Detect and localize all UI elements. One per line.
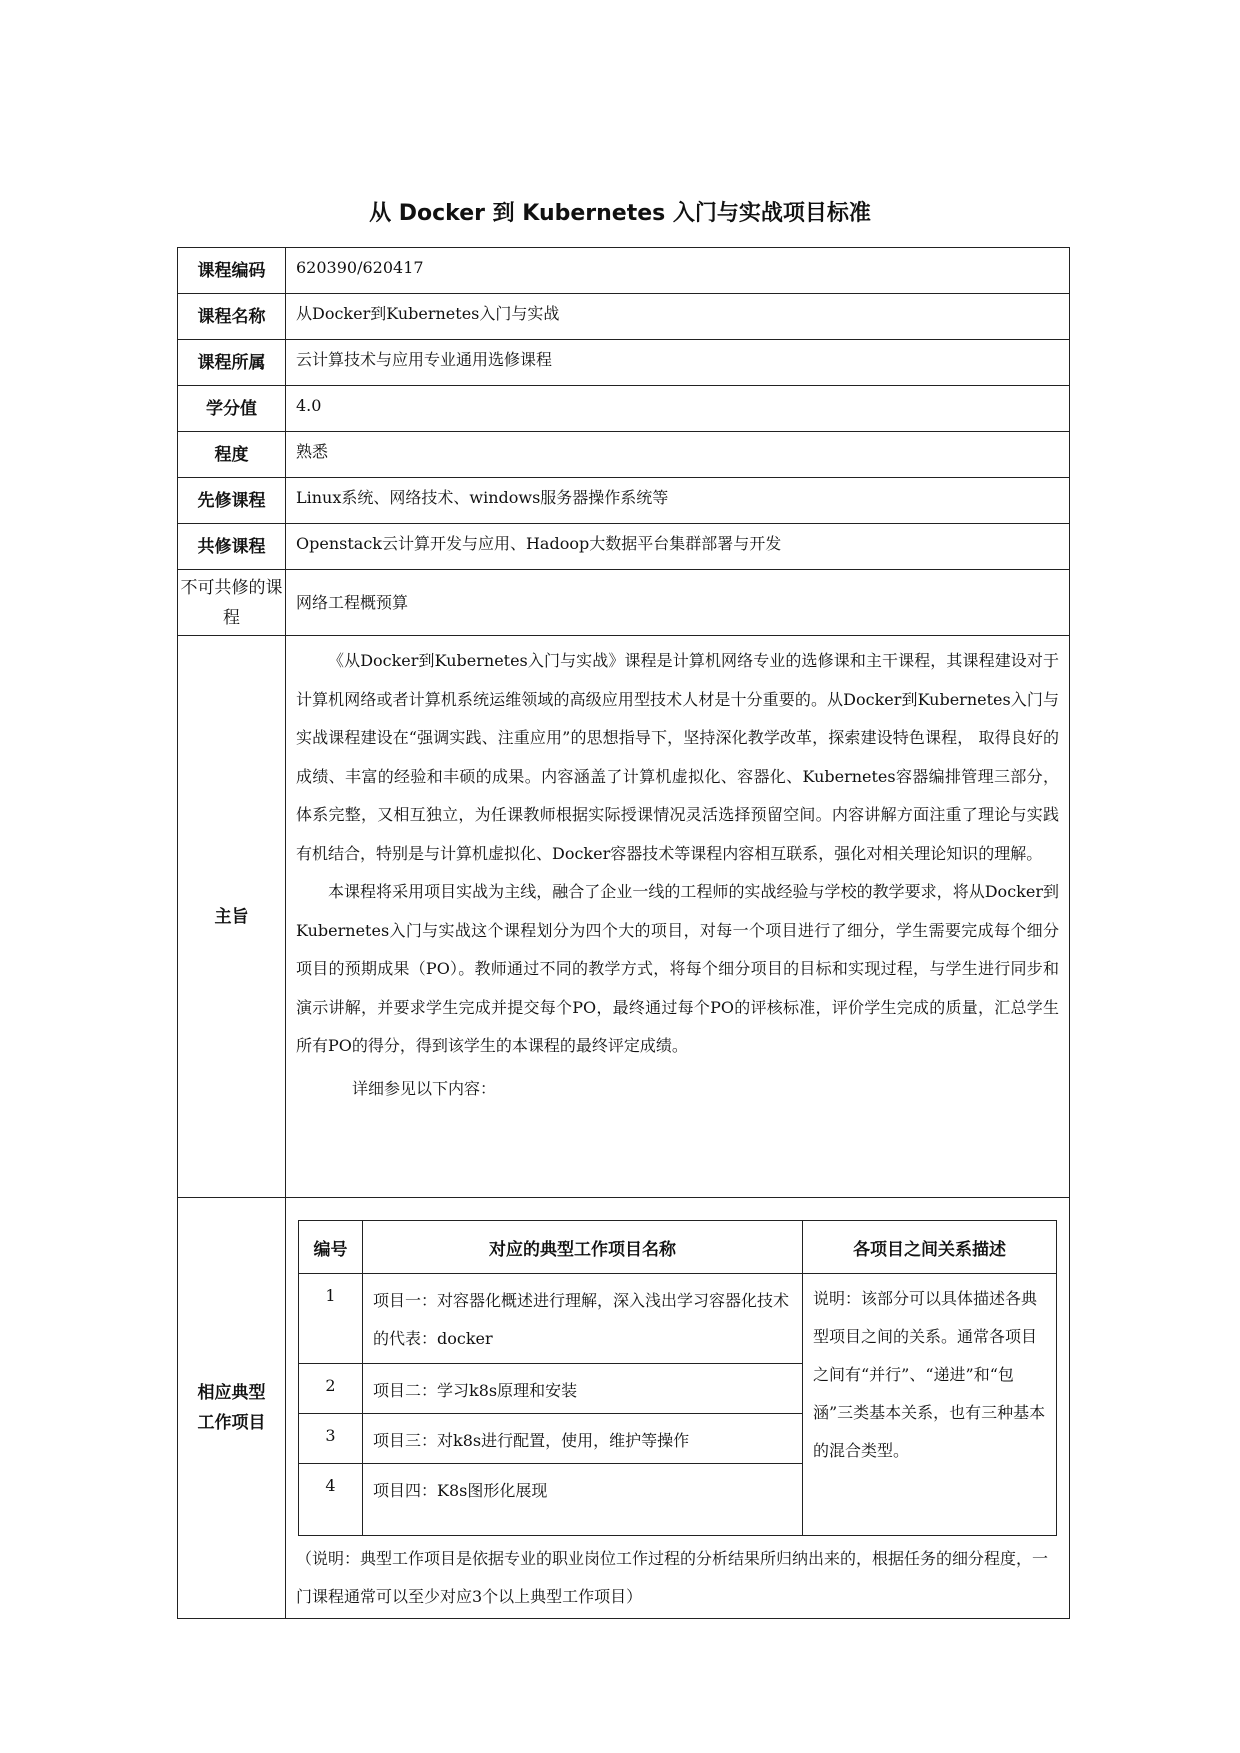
projects-note: （说明：典型工作项目是依据专业的职业岗位工作过程的分析结果所归纳出来的，根据任务的细分程度，一门课程通常可以至少对应3个以上典型工作项目） <box>296 1549 1049 1606</box>
header-name: 对应的典型工作项目名称 <box>363 1221 803 1274</box>
header-desc: 各项目之间关系描述 <box>803 1221 1057 1274</box>
label-prerequisites: 先修课程 <box>178 478 286 524</box>
row-purpose <box>178 636 1070 1198</box>
label-projects-text: 相应典型工作项目 <box>197 1383 266 1433</box>
row-course-affiliation <box>178 340 1070 386</box>
row-level <box>178 432 1070 478</box>
purpose-detail-note: 详细参见以下内容： <box>352 1078 497 1098</box>
value-corequisites: Openstack云计算开发与应用、Hadoop大数据平台集群部署与开发 <box>286 524 1070 570</box>
label-corequisites: 共修课程 <box>178 524 286 570</box>
row-prerequisites <box>178 478 1070 524</box>
projects-relationship-desc: 说明：该部分可以具体描述各典型项目之间的关系。通常各项目之间有“并行”、“递进”和“包涵”三类基本关系，也有三种基本的混合类型。 <box>803 1274 1057 1536</box>
label-course-affiliation: 课程所属 <box>178 340 286 386</box>
projects-header-row <box>299 1221 1057 1274</box>
row-course-name <box>178 294 1070 340</box>
label-projects <box>178 1198 286 1619</box>
purpose-paragraph-1: 《从Docker到Kubernetes入门与实战》课程是计算机网络专业的选修课和主干课程，其课程建设对于计算机网络或者计算机系统运维领域的高级应用型技术人材是十分重要的。从Docker到Kubernetes入门与实战课程建设在“强调实践、注重应用”的思想指导下，坚持深化教学改革，探索建设特色课程， 取得良好的成绩、丰富的经验和丰硕的成果。内容涵盖了计算机虚拟化、容器化、Kubernetes容器编排管理三部分，体系完整，又相互独立，为任课教师根据实际授课情况灵活选择预留空间。内容讲解方面注重了理论与实践有机结合，特别是与计算机虚拟化、Docker容器技术等课程内容相互联系，强化对相关理论知识的理解。 <box>296 651 1059 863</box>
value-course-affiliation: 云计算技术与应用专业通用选修课程 <box>286 340 1070 386</box>
project-no: 4 <box>299 1464 363 1536</box>
row-corequisites <box>178 524 1070 570</box>
label-level: 程度 <box>178 432 286 478</box>
projects-content <box>286 1198 1070 1619</box>
purpose-content <box>286 636 1070 1198</box>
project-no: 1 <box>299 1274 363 1364</box>
projects-table <box>298 1220 1057 1536</box>
table-row <box>299 1274 1057 1364</box>
label-credits: 学分值 <box>178 386 286 432</box>
row-credits <box>178 386 1070 432</box>
project-no: 3 <box>299 1414 363 1464</box>
row-exclusions <box>178 570 1070 636</box>
project-name: 项目三：对k8s进行配置，使用，维护等操作 <box>363 1414 803 1464</box>
value-exclusions: 网络工程概预算 <box>286 570 1070 636</box>
purpose-paragraph-2: 本课程将采用项目实战为主线，融合了企业一线的工程师的实战经验与学校的教学要求，将从Docker到Kubernetes入门与实战这个课程划分为四个大的项目，对每一个项目进行了细分，学生需要完成每个细分项目的预期成果（PO）。教师通过不同的教学方式，将每个细分项目的目标和实现过程，与学生进行同步和演示讲解，并要求学生完成并提交每个PO，最终通过每个PO的评核标准，评价学生完成的质量，汇总学生所有PO的得分，得到该学生的本课程的最终评定成绩。 <box>296 882 1059 1055</box>
project-name: 项目四：K8s图形化展现 <box>363 1464 803 1536</box>
value-credits: 4.0 <box>286 386 1070 432</box>
row-course-code <box>178 248 1070 294</box>
label-course-code: 课程编码 <box>178 248 286 294</box>
label-purpose: 主旨 <box>178 636 286 1198</box>
label-exclusions: 不可共修的课程 <box>178 570 286 636</box>
project-name: 项目一：对容器化概述进行理解，深入浅出学习容器化技术的代表：docker <box>363 1274 803 1364</box>
page-title: 从 Docker 到 Kubernetes 入门与实战项目标准 <box>369 201 871 226</box>
label-course-name: 课程名称 <box>178 294 286 340</box>
value-course-name: 从Docker到Kubernetes入门与实战 <box>286 294 1070 340</box>
course-standard-table <box>177 247 1070 1619</box>
project-name: 项目二：学习k8s原理和安装 <box>363 1364 803 1414</box>
project-no: 2 <box>299 1364 363 1414</box>
value-course-code: 620390/620417 <box>286 248 1070 294</box>
value-prerequisites: Linux系统、网络技术、windows服务器操作系统等 <box>286 478 1070 524</box>
value-level: 熟悉 <box>286 432 1070 478</box>
header-no: 编号 <box>299 1221 363 1274</box>
row-projects <box>178 1198 1070 1619</box>
